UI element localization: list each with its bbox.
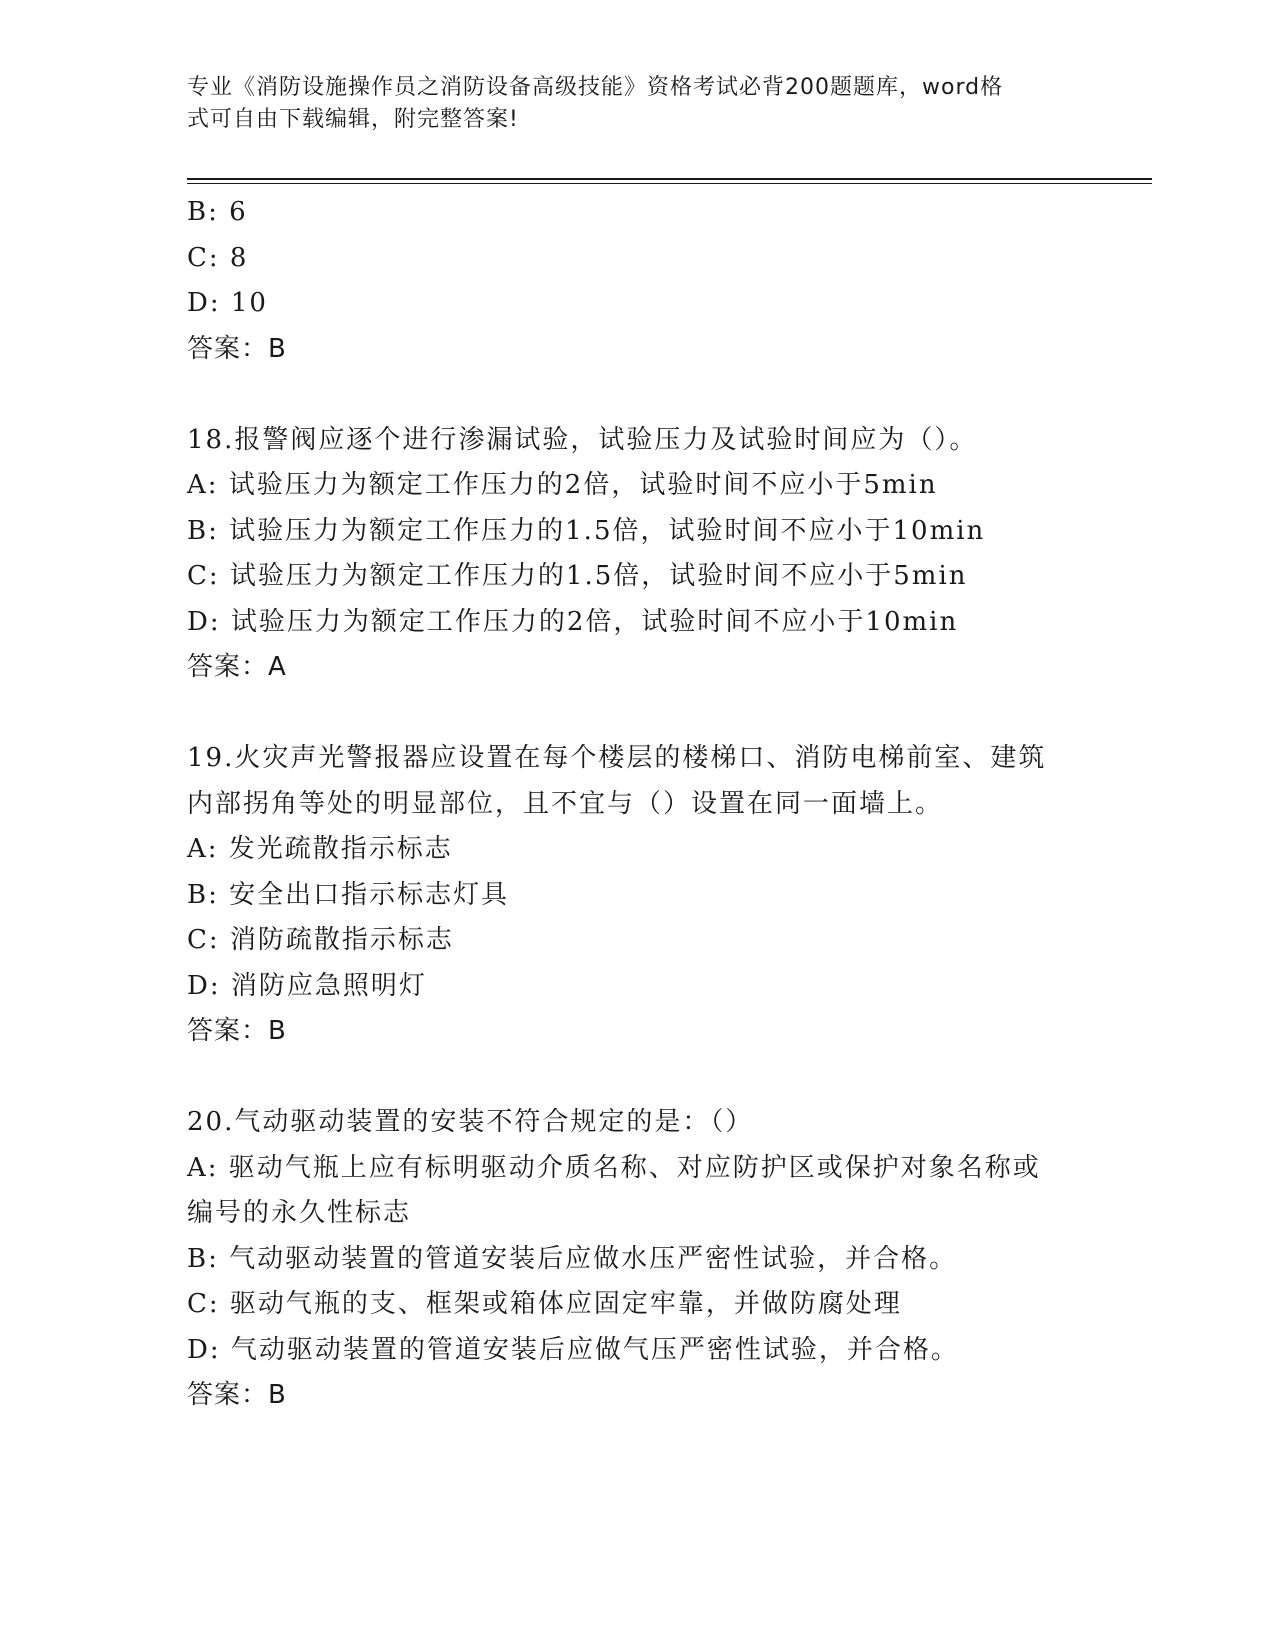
spacer xyxy=(187,691,1087,737)
header-divider-thick xyxy=(187,178,1152,180)
q20-option-a-line-2: 编号的永久性标志 xyxy=(187,1198,412,1228)
q19-answer: 答案：B xyxy=(187,1016,287,1046)
spacer xyxy=(187,1055,1087,1101)
q19-question-line-2: 内部拐角等处的明显部位，且不宜与（）设置在同一面墙上。 xyxy=(187,788,944,819)
q17-answer: 答案：B xyxy=(187,333,287,364)
q20-question: 20.气动驱动装置的安装不符合规定的是：（） xyxy=(187,1107,754,1137)
q20-option-c: C: 驱动气瓶的支、框架或箱体应固定牢靠，并做防腐处理 xyxy=(187,1289,902,1319)
q19-option-b: B: 安全出口指示标志灯具 xyxy=(187,879,510,910)
q18-option-c: C: 试验压力为额定工作压力的1.5倍，试验时间不应小于5min xyxy=(187,561,968,591)
q17-option-d: D: 10 xyxy=(187,288,268,318)
spacer xyxy=(187,372,1087,418)
question-18 xyxy=(187,418,1087,691)
q18-option-a: A: 试验压力为额定工作压力的2倍，试验时间不应小于5min xyxy=(187,470,938,500)
q20-option-d: D: 气动驱动装置的管道安装后应做气压严密性试验，并合格。 xyxy=(187,1334,959,1365)
q18-question: 18.报警阀应逐个进行渗漏试验，试验压力及试验时间应为（）。 xyxy=(187,424,978,455)
header-line-1: 专业《消防设施操作员之消防设备高级技能》资格考试必背200题题库，word格 xyxy=(187,75,1004,100)
q18-answer: 答案：A xyxy=(187,652,287,682)
q20-option-b: B: 气动驱动装置的管道安装后应做水压严密性试验，并合格。 xyxy=(187,1243,958,1274)
q18-option-d: D: 试验压力为额定工作压力的2倍，试验时间不应小于10min xyxy=(187,606,959,637)
q17-option-c: C: 8 xyxy=(187,242,249,273)
q19-option-d: D: 消防应急照明灯 xyxy=(187,970,427,1001)
header-divider-thin xyxy=(187,183,1152,184)
q19-question-line-1: 19.火灾声光警报器应设置在每个楼层的楼梯口、消防电梯前室、建筑 xyxy=(187,743,1047,773)
question-19 xyxy=(187,736,1087,1055)
q19-option-c: C: 消防疏散指示标志 xyxy=(187,925,454,955)
document-header xyxy=(187,72,1067,136)
question-20 xyxy=(187,1100,1087,1419)
question-content xyxy=(187,190,1087,1419)
q20-option-a-line-1: A: 驱动气瓶上应有标明驱动介质名称、对应防护区或保护对象名称或 xyxy=(187,1152,1041,1183)
q17-option-b: B: 6 xyxy=(187,197,248,227)
q19-option-a: A: 发光疏散指示标志 xyxy=(187,834,453,864)
q20-answer: 答案：B xyxy=(187,1380,287,1410)
question-17 xyxy=(187,190,1087,372)
header-line-2: 式可自由下载编辑，附完整答案! xyxy=(187,107,519,132)
q18-option-b: B: 试验压力为额定工作压力的1.5倍，试验时间不应小于10min xyxy=(187,515,986,546)
